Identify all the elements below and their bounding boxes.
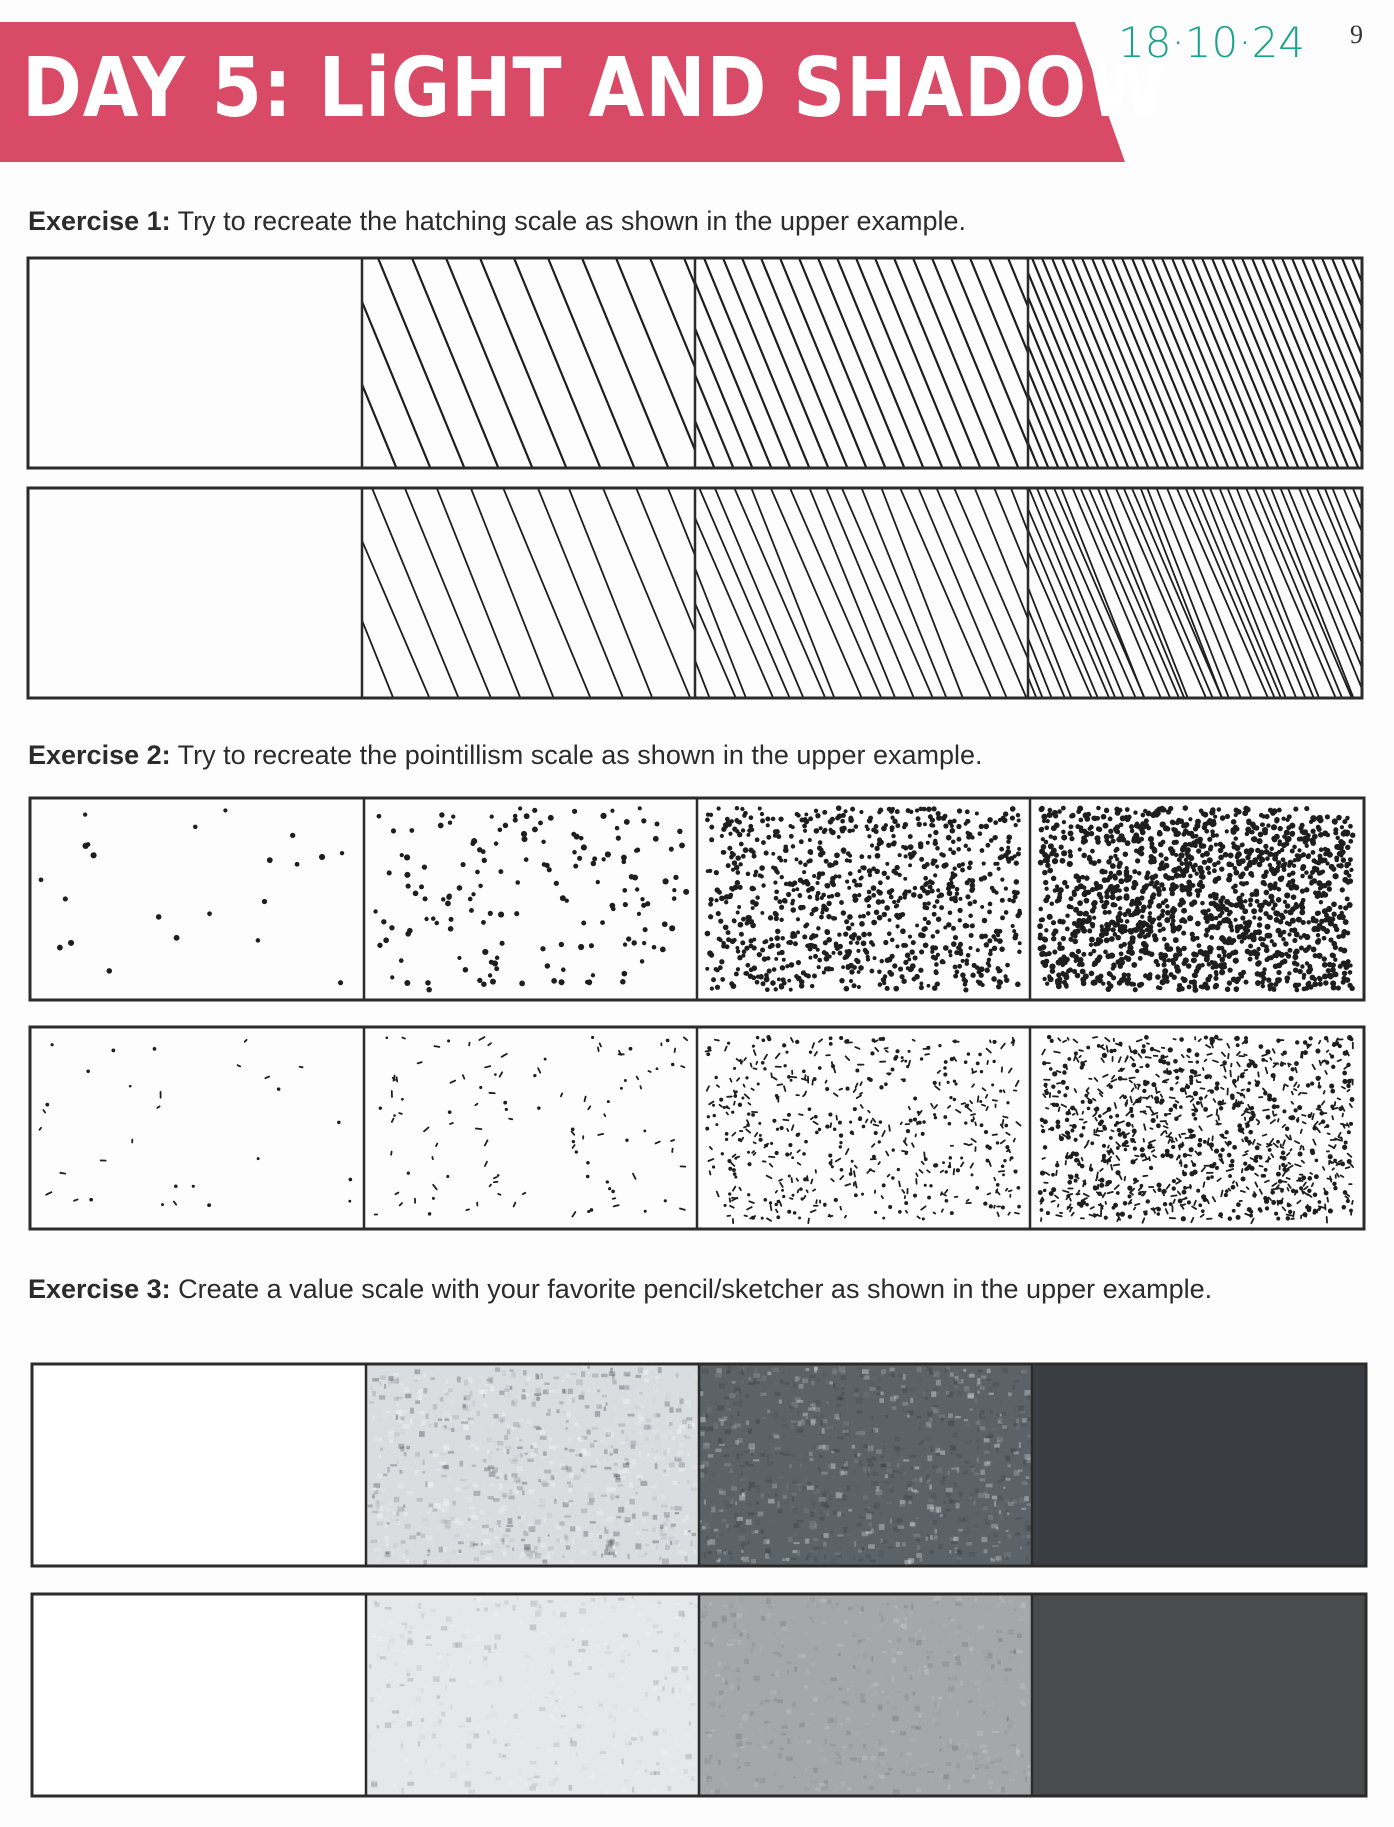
value-practice-cell-1 [33, 1595, 366, 1795]
pointillism-practice-cell-4 [1038, 1035, 1355, 1223]
value-practice-scale [30, 1592, 1368, 1798]
value-practice-cell-2 [366, 1595, 699, 1795]
pointillism-example-cell-4 [1037, 805, 1355, 993]
value-example-scale [30, 1362, 1368, 1568]
value-example-cell-3 [699, 1365, 1035, 1565]
value-example-cell-1 [33, 1365, 366, 1565]
hatching-practice-cell-4 [942, 489, 1364, 697]
value-example-cell-4 [1032, 1365, 1365, 1565]
exercise-1-text: Try to recreate the hatching scale as shown in the upper example. [177, 206, 967, 236]
hatching-practice-cell-2 [276, 489, 783, 697]
pointillism-practice-cell-2 [375, 1036, 687, 1217]
hatching-practice-scale [26, 486, 1364, 700]
handwritten-date: 18·10·24 [1118, 18, 1306, 67]
exercise-2-instruction [28, 736, 1328, 774]
exercise-3-label: Exercise 3: [28, 1274, 171, 1304]
exercise-1-label: Exercise 1: [28, 206, 171, 236]
value-practice-cell-4 [1032, 1595, 1365, 1795]
exercise-3-instruction [28, 1270, 1298, 1308]
page-number: 9 [1350, 20, 1363, 49]
hatching-example-cell-3 [609, 259, 1113, 467]
pointillism-practice-cell-3 [705, 1035, 1021, 1223]
pointillism-example-scale [28, 796, 1366, 1002]
exercise-2-label: Exercise 2: [28, 740, 171, 770]
exercise-1-instruction [28, 202, 1328, 240]
pointillism-example-cell-2 [373, 806, 689, 992]
value-example-cell-2 [366, 1365, 701, 1565]
pointillism-example-cell-1 [39, 808, 345, 985]
pointillism-practice-cell-1 [39, 1040, 352, 1207]
pointillism-example-cell-3 [705, 805, 1023, 992]
hatching-example-scale [26, 256, 1364, 470]
hatching-practice-cell-3 [609, 489, 1116, 697]
page-title: DAY 5: LiGHT AND SHADOW [22, 41, 1168, 136]
pointillism-practice-scale [28, 1025, 1366, 1231]
exercise-3-text: Create a value scale with your favorite pencil/sketcher as shown in the upper example. [178, 1274, 1213, 1304]
exercise-2-text: Try to recreate the pointillism scale as shown in the upper example. [177, 740, 983, 770]
value-practice-cell-3 [699, 1595, 1034, 1795]
